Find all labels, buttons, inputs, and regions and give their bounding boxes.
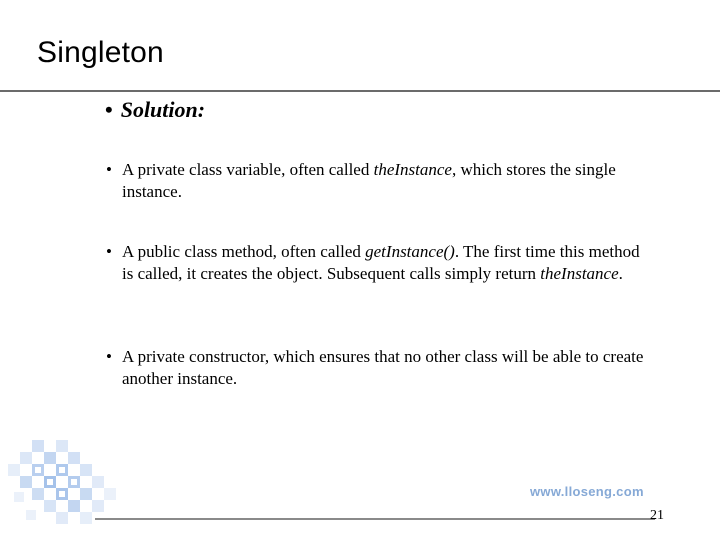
bullet-item [106, 346, 646, 390]
bullet-dot: • [106, 347, 112, 366]
bullet-dot: • [105, 97, 113, 122]
bullet-dot: • [106, 160, 112, 179]
title-divider [0, 90, 720, 92]
decorative-pattern [0, 430, 140, 540]
bullet-dot: • [106, 242, 112, 261]
bullet-text-part: . The first time this method is called, it creates the object. Subsequent calls simply return [122, 242, 640, 283]
bullet-text-part: . [618, 264, 623, 283]
footer-divider [95, 518, 655, 520]
code-term: theInstance [373, 160, 452, 179]
page-number: 21 [650, 508, 664, 523]
bullet-text-part: , which stores the single instance. [122, 160, 616, 201]
slide-title: Singleton [37, 36, 164, 69]
bullet-item [106, 159, 646, 203]
bullet-text-part: A public class method, often called [122, 242, 366, 261]
solution-heading [105, 97, 205, 123]
bullet-text-part: A private constructor, which ensures that no other class will be able to create another instance. [122, 347, 644, 388]
bullet-text [122, 346, 646, 390]
bullet-item [106, 241, 646, 285]
code-term: theInstance [540, 264, 619, 283]
brand-url: www.lloseng.com [530, 484, 644, 499]
bullet-text [122, 159, 646, 203]
checker-tiles [8, 440, 116, 524]
bullet-text [122, 241, 646, 285]
code-term: getInstance() [365, 242, 455, 261]
solution-heading-text: Solution: [120, 97, 206, 122]
bullet-text-part: A private class variable, often called [122, 160, 374, 179]
